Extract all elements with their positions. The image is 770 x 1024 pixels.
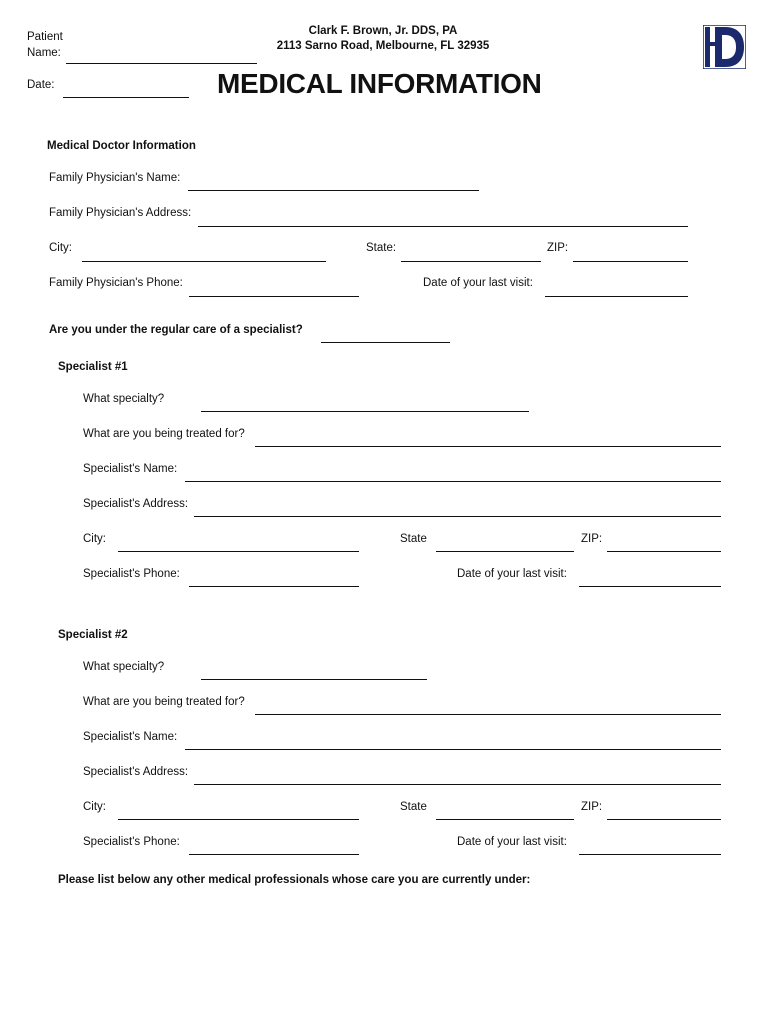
specialist2-city-label: City: [83,801,106,813]
specialist1-specialty-field[interactable] [201,411,529,412]
specialist2-last-visit-field[interactable] [579,854,721,855]
specialist-question: Are you under the regular care of a specialist? [49,324,303,336]
specialist2-phone-label: Specialist's Phone: [83,836,180,848]
specialist2-state-field[interactable] [436,819,574,820]
specialist2-specialty-field[interactable] [201,679,427,680]
physician-name-field[interactable] [188,190,479,191]
patient-name-field[interactable] [66,63,257,64]
physician-state-label: State: [366,242,397,254]
physician-phone-label: Family Physician's Phone: [49,277,183,289]
specialist2-zip-field[interactable] [607,819,721,820]
specialist2-state-label: State [400,801,427,813]
specialist2-treated-field[interactable] [255,714,721,715]
physician-last-visit-field[interactable] [545,296,688,297]
specialist1-treated-label: What are you being treated for? [83,428,245,440]
specialist1-city-label: City: [83,533,106,545]
specialist-question-field[interactable] [321,342,450,343]
specialist1-city-field[interactable] [118,551,359,552]
physician-phone-field[interactable] [189,296,359,297]
physician-city-field[interactable] [82,261,326,262]
specialist2-address-field[interactable] [194,784,721,785]
specialist1-address-field[interactable] [194,516,721,517]
specialist1-phone-label: Specialist's Phone: [83,568,180,580]
specialist1-specialty-label: What specialty? [83,393,165,405]
letter-d-logo-icon [703,25,746,69]
specialist2-heading: Specialist #2 [58,629,128,641]
specialist1-last-visit-label: Date of your last visit: [457,568,567,580]
specialist2-zip-label: ZIP: [581,801,603,813]
physician-state-field[interactable] [401,261,541,262]
specialist2-address-label: Specialist's Address: [83,766,189,778]
physician-city-label: City: [49,242,72,254]
specialist2-treated-label: What are you being treated for? [83,696,245,708]
date-label: Date: [27,79,55,91]
doctor-section-heading: Medical Doctor Information [47,140,196,152]
other-professionals-label: Please list below any other medical professionals whose care you are currently under: [58,874,531,886]
specialist2-name-field[interactable] [185,749,721,750]
patient-name-label: Name: [27,47,61,59]
specialist2-name-label: Specialist's Name: [83,731,178,743]
physician-address-label: Family Physician's Address: [49,207,192,219]
specialist1-address-label: Specialist's Address: [83,498,189,510]
specialist1-state-label: State [400,533,427,545]
physician-name-label: Family Physician's Name: [49,172,181,184]
specialist1-treated-field[interactable] [255,446,721,447]
physician-zip-label: ZIP: [547,242,569,254]
specialist1-name-field[interactable] [185,481,721,482]
specialist1-zip-field[interactable] [607,551,721,552]
practice-address: 2113 Sarno Road, Melbourne, FL 32935 [276,40,490,52]
physician-last-visit-label: Date of your last visit: [423,277,533,289]
specialist1-zip-label: ZIP: [581,533,603,545]
specialist1-heading: Specialist #1 [58,361,128,373]
specialist1-name-label: Specialist's Name: [83,463,178,475]
practice-name: Clark F. Brown, Jr. DDS, PA [308,25,458,37]
patient-label: Patient [27,31,63,43]
page-title: MEDICAL INFORMATION [217,68,542,99]
specialist1-last-visit-field[interactable] [579,586,721,587]
specialist2-city-field[interactable] [118,819,359,820]
specialist2-phone-field[interactable] [189,854,359,855]
specialist1-state-field[interactable] [436,551,574,552]
specialist1-phone-field[interactable] [189,586,359,587]
physician-zip-field[interactable] [573,261,688,262]
specialist2-specialty-label: What specialty? [83,661,165,673]
specialist2-last-visit-label: Date of your last visit: [457,836,567,848]
date-field[interactable] [63,97,189,98]
physician-address-field[interactable] [198,226,688,227]
